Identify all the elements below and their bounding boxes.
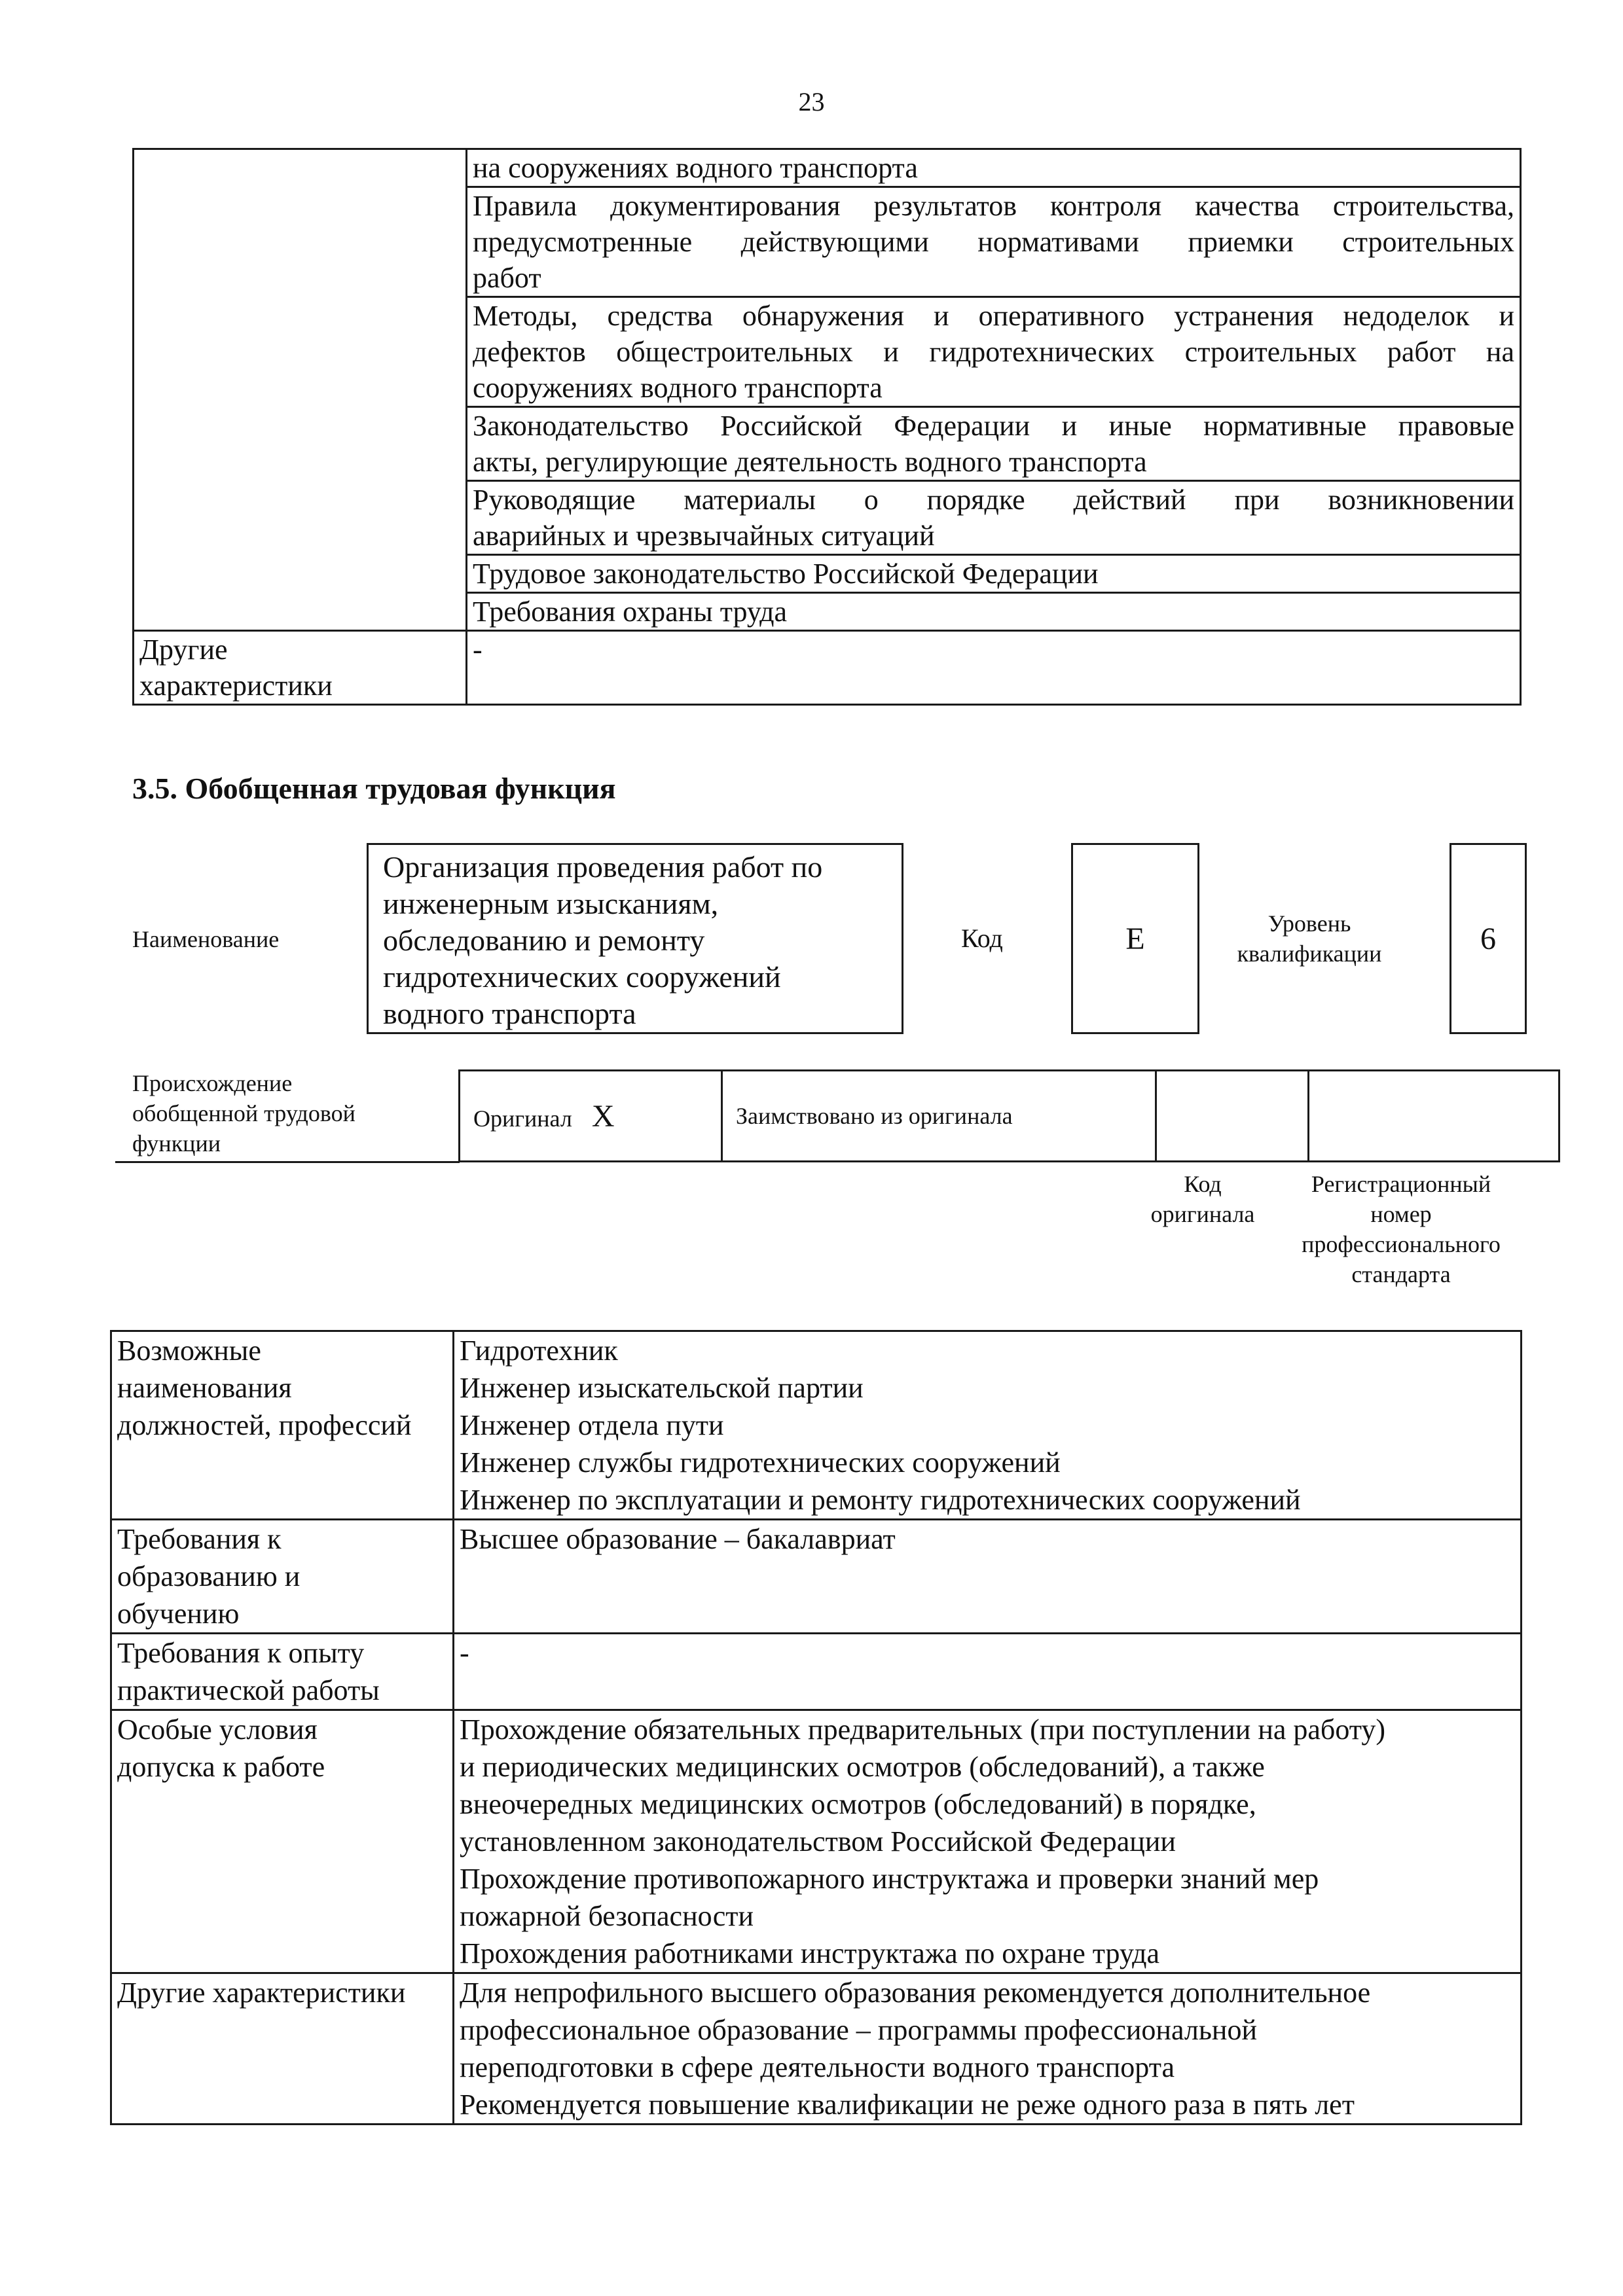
original-cell bbox=[460, 1071, 722, 1162]
origin-label-line: Происхождение bbox=[132, 1070, 293, 1096]
table-row bbox=[460, 1071, 1559, 1162]
origin-table bbox=[458, 1069, 1560, 1162]
qualification-level-label bbox=[1231, 908, 1388, 969]
continuation-table bbox=[132, 148, 1522, 706]
origin-label bbox=[132, 1068, 356, 1158]
caption-line: номер bbox=[1370, 1201, 1432, 1227]
table-row bbox=[111, 1710, 1522, 1973]
name-label: Наименование bbox=[132, 926, 280, 952]
page-number: 23 bbox=[798, 87, 825, 117]
empty-left-cell bbox=[134, 149, 467, 631]
function-name-line: обследованию и ремонту bbox=[383, 924, 705, 957]
original-code-cell bbox=[1156, 1071, 1309, 1162]
origin-label-line: функции bbox=[132, 1130, 221, 1157]
function-name-line: Организация проведения работ по bbox=[383, 850, 823, 884]
row-value-cell: Высшее образование – бакалавриат bbox=[454, 1520, 1522, 1634]
main-table bbox=[110, 1330, 1522, 2125]
row-value-cell: Гидротехник Инженер изыскательской партии Инженер отдела пути Инженер службы гидротехнических сооружений Инженер по эксплуатации и ремонту гидротехнических сооружений bbox=[454, 1331, 1522, 1520]
table-row bbox=[111, 1634, 1522, 1710]
caption-line: стандарта bbox=[1351, 1261, 1451, 1287]
table-cell: Методы, средства обнаружения и оперативного устранения недоделок и дефектов общестроительных и гидротехнических строительных работ на сооружениях водного транспорта bbox=[467, 297, 1521, 407]
code-label: Код bbox=[961, 924, 1003, 953]
row-label-cell: Требования к образованию и обучению bbox=[111, 1520, 454, 1634]
table-cell: Правила документирования результатов контроля качества строительства, предусмотренные действующими нормативами приемки строительных работ bbox=[467, 187, 1521, 297]
function-name-line: инженерным изысканиям, bbox=[383, 887, 719, 920]
table-cell: Руководящие материалы о порядке действий при возникновении аварийных и чрезвычайных ситуаций bbox=[467, 481, 1521, 555]
table-row bbox=[111, 1973, 1522, 2125]
table-row bbox=[134, 631, 1521, 705]
table-cell: Требования охраны труда bbox=[467, 593, 1521, 631]
table-cell: - bbox=[467, 631, 1521, 705]
table-cell: Другие характеристики bbox=[134, 631, 467, 705]
row-value-cell: - bbox=[454, 1634, 1522, 1710]
borrowed-cell: Заимствовано из оригинала bbox=[722, 1071, 1156, 1162]
table-cell: Трудовое законодательство Российской Федерации bbox=[467, 555, 1521, 593]
level-label-line: квалификации bbox=[1237, 941, 1382, 967]
row-value-cell: Для непрофильного высшего образования рекомендуется дополнительное профессиональное образование – программы профессиональной переподготовки в сфере деятельности водного транспорта Рекомендуется повышение квалификации не реже одного раза в пять лет bbox=[454, 1973, 1522, 2125]
function-name-line: гидротехнических сооружений bbox=[383, 960, 781, 994]
row-value-cell: Прохождение обязательных предварительных (при поступлении на работу) и периодических медицинских осмотров (обследований), а также внеочередных медицинских осмотров (обследований) в порядке, установленном законодательством Российской Федерации Прохождение противопожарного инструктажа и проверки знаний мер пожарной безопасности Прохождения работниками инструктажа по охране труда bbox=[454, 1710, 1522, 1973]
original-mark: X bbox=[591, 1098, 615, 1134]
caption-line: Регистрационный bbox=[1311, 1171, 1491, 1197]
code-value: E bbox=[1071, 843, 1199, 1034]
origin-underline bbox=[115, 1161, 460, 1163]
table-cell: Законодательство Российской Федерации и иные нормативные правовые акты, регулирующие деятельность водного транспорта bbox=[467, 407, 1521, 481]
original-label: Оригинал bbox=[473, 1105, 572, 1132]
table-cell: на сооружениях водного транспорта bbox=[467, 149, 1521, 187]
table-row bbox=[111, 1520, 1522, 1634]
row-label-cell: Особые условия допуска к работе bbox=[111, 1710, 454, 1973]
caption-line: оригинала bbox=[1150, 1201, 1255, 1227]
original-code-caption bbox=[1127, 1169, 1278, 1229]
caption-line: Код bbox=[1184, 1171, 1222, 1197]
row-label-cell: Требования к опыту практической работы bbox=[111, 1634, 454, 1710]
qualification-level-value: 6 bbox=[1450, 843, 1527, 1034]
table-row bbox=[134, 149, 1521, 187]
row-label-cell: Другие характеристики bbox=[111, 1973, 454, 2125]
section-title: 3.5. Обобщенная трудовая функция bbox=[132, 772, 616, 805]
row-label-cell: Возможные наименования должностей, профессий bbox=[111, 1331, 454, 1520]
function-name-box bbox=[367, 843, 903, 1034]
level-label-line: Уровень bbox=[1267, 910, 1351, 937]
registration-number-cell bbox=[1309, 1071, 1559, 1162]
registration-number-caption bbox=[1277, 1169, 1525, 1289]
caption-line: профессионального bbox=[1302, 1231, 1501, 1257]
origin-label-line: обобщенной трудовой bbox=[132, 1100, 356, 1126]
table-row bbox=[111, 1331, 1522, 1520]
function-name-line: водного транспорта bbox=[383, 997, 636, 1030]
